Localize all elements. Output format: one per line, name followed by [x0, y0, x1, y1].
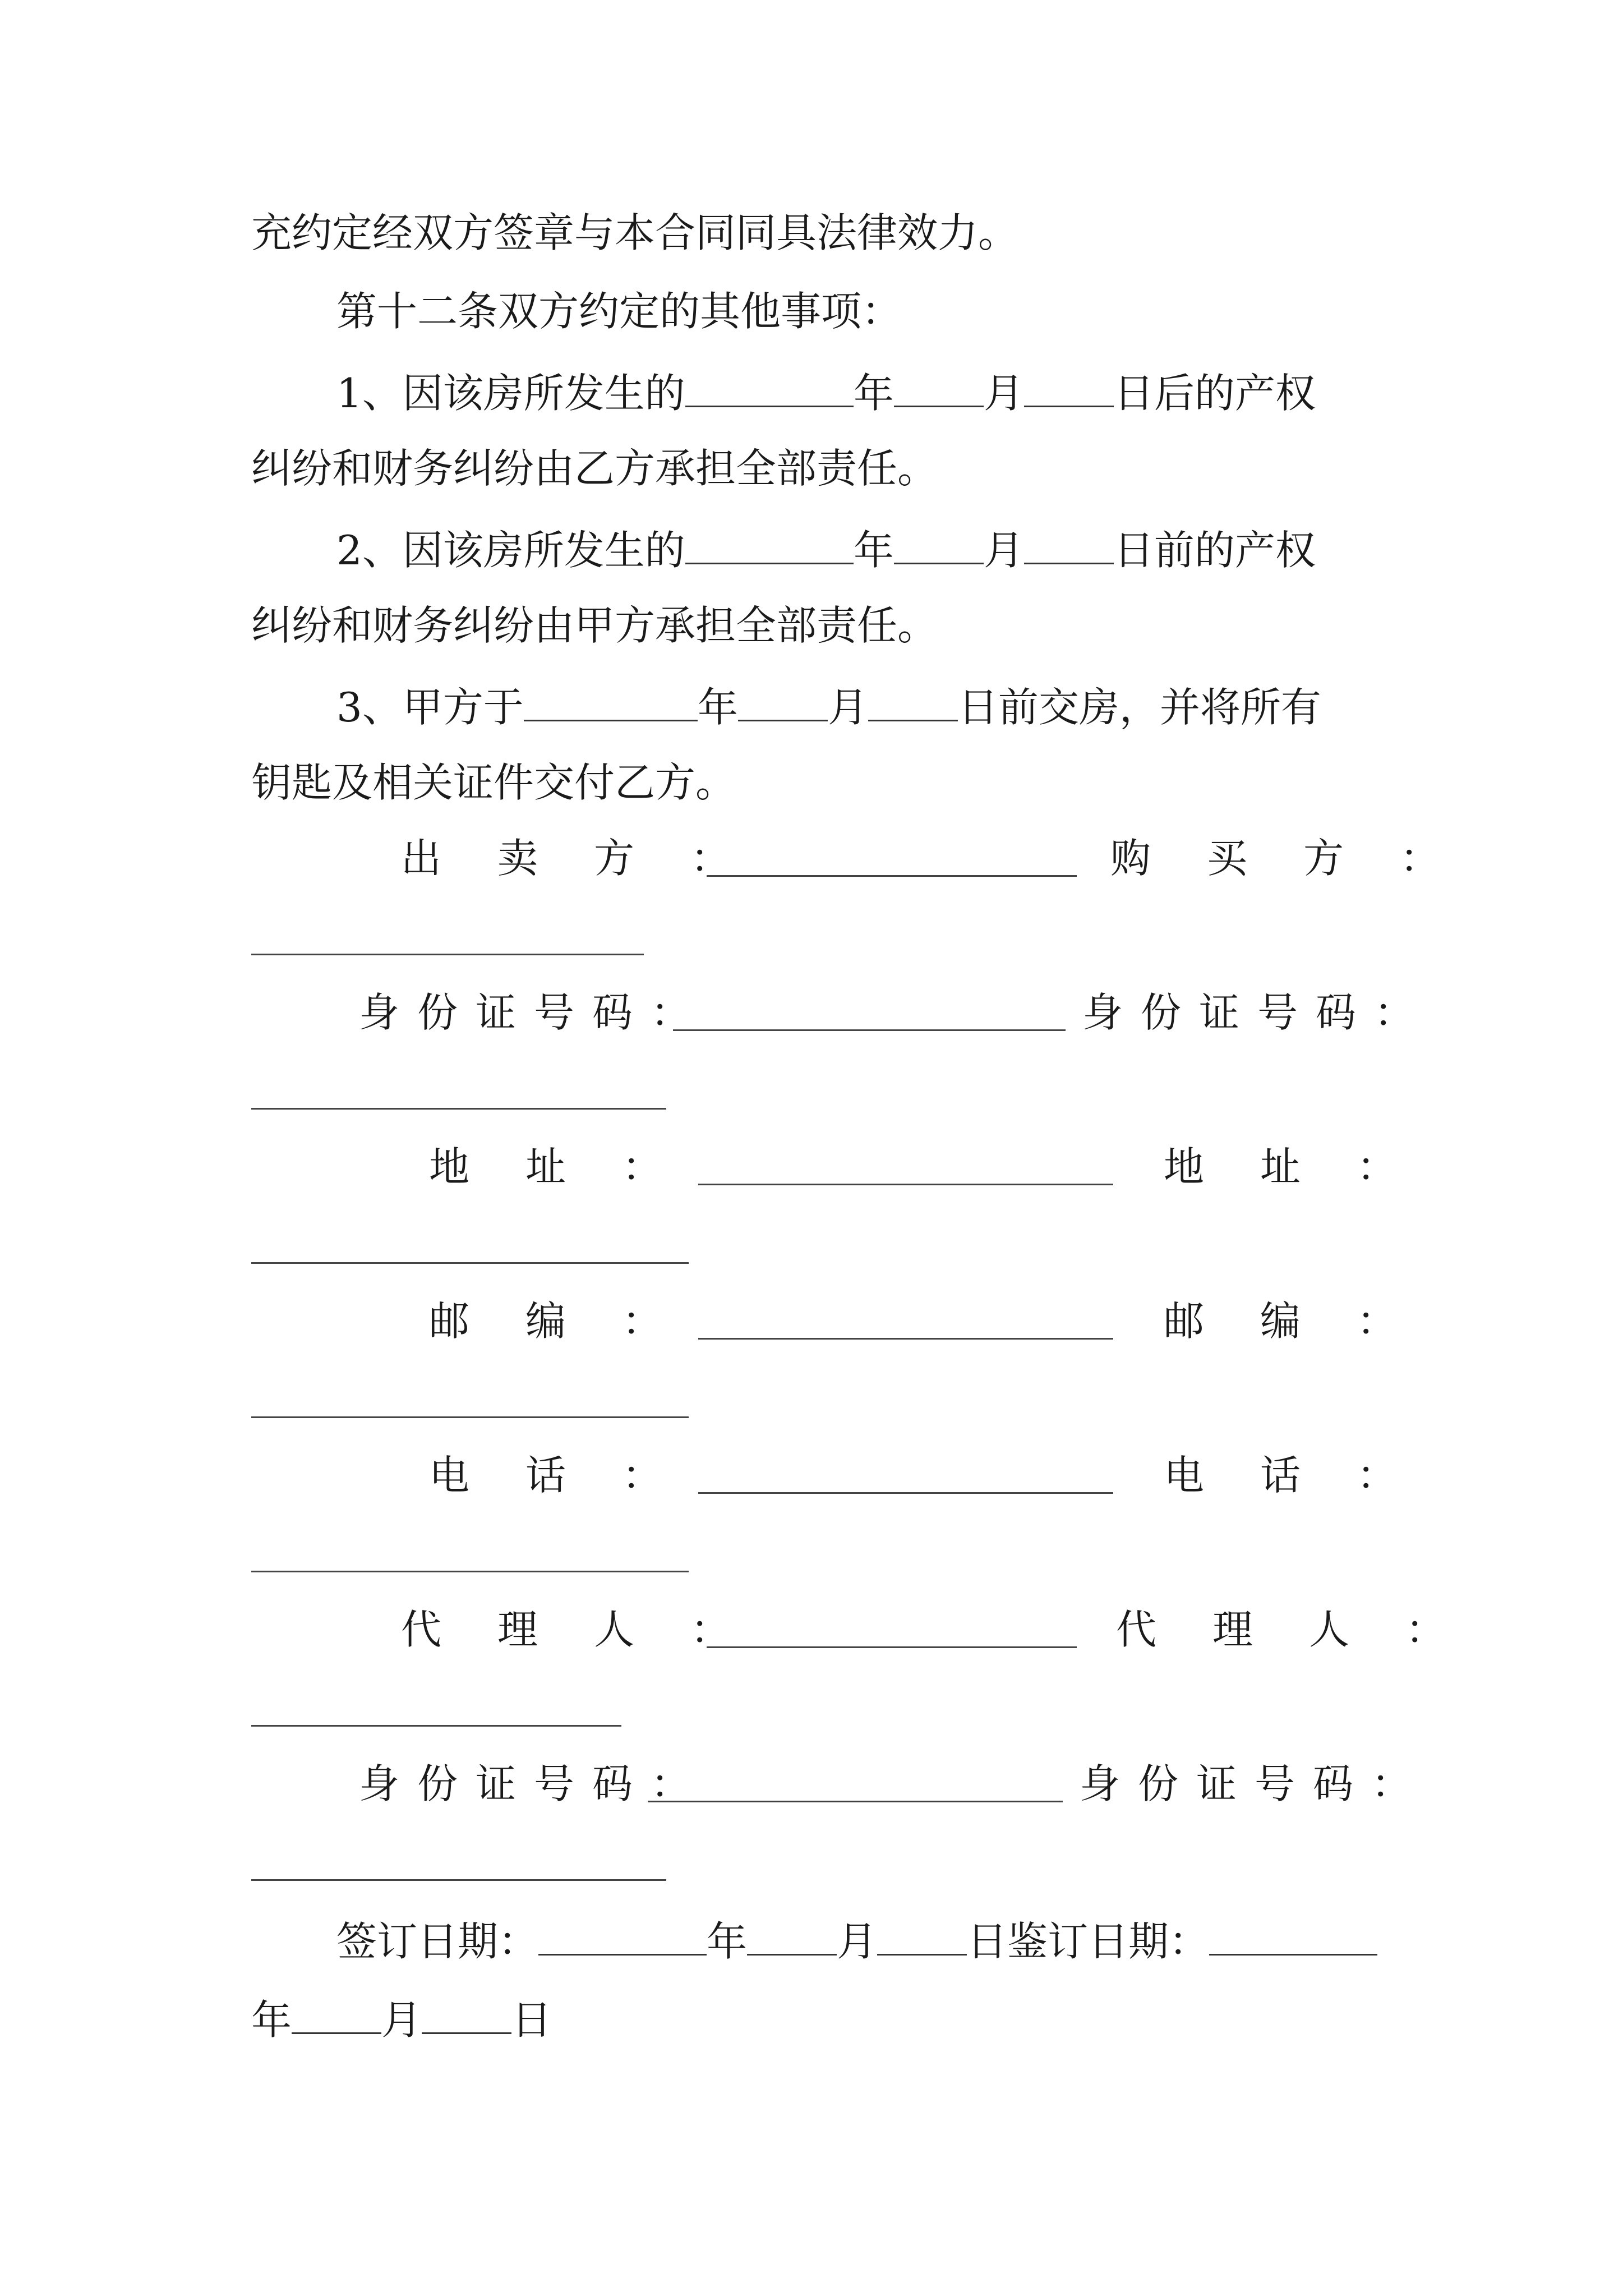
seller-postcode-label: 邮编： — [429, 1297, 719, 1345]
buyer-agent-line[interactable] — [251, 1725, 621, 1727]
month-label: 月 — [837, 1918, 878, 1965]
seller-agent-label: 代理人： — [401, 1606, 787, 1653]
day-blank — [1024, 362, 1114, 407]
seller-id-label: 身份证号码： — [359, 989, 709, 1036]
month-blank — [738, 676, 828, 721]
seller-address-label: 地址： — [429, 1143, 719, 1190]
buyer-phone-line[interactable] — [251, 1571, 689, 1572]
buyer-label: 购买方： — [1110, 835, 1497, 882]
second-year-blank[interactable] — [1209, 1910, 1377, 1955]
buyer-signature-line[interactable] — [251, 954, 644, 955]
seller-postcode-line[interactable] — [698, 1338, 1113, 1340]
seller-agent-id-line[interactable] — [648, 1801, 1063, 1802]
clause-1-line-1 — [336, 362, 1316, 421]
year-label: 年 — [853, 527, 894, 574]
month-label: 月 — [983, 370, 1024, 417]
clause-2-line-2: 纠纷和财务纠纷由甲方承担全部责任。 — [251, 602, 938, 649]
year-label: 年 — [251, 1996, 292, 2044]
clause-3-line-1 — [336, 676, 1321, 735]
clause-2-text: 2、因该房所发生的 — [336, 527, 685, 574]
clause-3-line-2: 钥匙及相关证件交付乙方。 — [251, 759, 736, 806]
seller-phone-line[interactable] — [698, 1492, 1113, 1494]
second-date-line — [251, 1989, 552, 2048]
clause-2-line-1 — [336, 519, 1316, 578]
seller-agent-id-label: 身份证号码： — [359, 1760, 709, 1807]
buyer-postcode-label: 邮编： — [1164, 1297, 1454, 1345]
day-blank — [1024, 519, 1114, 564]
seller-id-line[interactable] — [673, 1029, 1066, 1031]
clause-1-text: 1、因该房所发生的 — [336, 370, 685, 417]
buyer-address-label: 地址： — [1164, 1143, 1454, 1190]
buyer-postcode-line[interactable] — [251, 1416, 689, 1418]
clause-3-text: 3、甲方于 — [336, 684, 524, 731]
clause-1-line-2: 纠纷和财务纠纷由乙方承担全部责任。 — [251, 445, 938, 492]
seller-address-line[interactable] — [698, 1184, 1113, 1185]
clause-2-text-tail: 日前的产权 — [1113, 527, 1316, 574]
sign-date-line — [336, 1910, 1377, 1970]
buyer-id-line[interactable] — [251, 1108, 666, 1110]
month-label: 月 — [381, 1996, 422, 2044]
year-blank — [685, 519, 854, 564]
second-day-blank[interactable] — [422, 1989, 511, 2034]
paragraph-1: 充约定经双方签章与本合同同具法律效力。 — [251, 209, 1019, 256]
sign-day-blank[interactable] — [877, 1910, 967, 1955]
article-12-heading: 第十二条双方约定的其他事项： — [336, 288, 902, 335]
buyer-agent-label: 代理人： — [1116, 1606, 1502, 1653]
clause-1-text-tail: 日后的产权 — [1113, 370, 1316, 417]
month-blank — [894, 519, 984, 564]
day-blank — [868, 676, 958, 721]
year-blank — [685, 362, 854, 407]
seller-label: 出卖方： — [401, 835, 787, 882]
year-label: 年 — [697, 684, 738, 731]
sign-month-blank[interactable] — [747, 1910, 837, 1955]
buyer-id-label: 身份证号码： — [1082, 989, 1433, 1036]
buyer-agent-id-line[interactable] — [251, 1879, 666, 1881]
month-label: 月 — [827, 684, 868, 731]
month-blank — [894, 362, 984, 407]
buyer-phone-label: 电话： — [1164, 1452, 1454, 1499]
year-blank — [524, 676, 698, 721]
seller-agent-line[interactable] — [707, 1646, 1077, 1648]
sign-year-blank[interactable] — [538, 1910, 707, 1955]
second-month-blank[interactable] — [292, 1989, 381, 2034]
sign-day-and-second-date-label: 日鉴订日期： — [967, 1918, 1210, 1965]
clause-3-text-tail: 日前交房，并将所有 — [957, 684, 1321, 731]
buyer-agent-id-label: 身份证号码： — [1080, 1760, 1430, 1807]
seller-signature-line[interactable] — [707, 875, 1077, 877]
year-label: 年 — [853, 370, 894, 417]
year-label: 年 — [707, 1918, 748, 1965]
day-label: 日 — [511, 1996, 552, 2044]
sign-date-label: 签订日期： — [336, 1918, 539, 1965]
buyer-address-line[interactable] — [251, 1262, 689, 1264]
seller-phone-label: 电话： — [429, 1452, 719, 1499]
month-label: 月 — [983, 527, 1024, 574]
